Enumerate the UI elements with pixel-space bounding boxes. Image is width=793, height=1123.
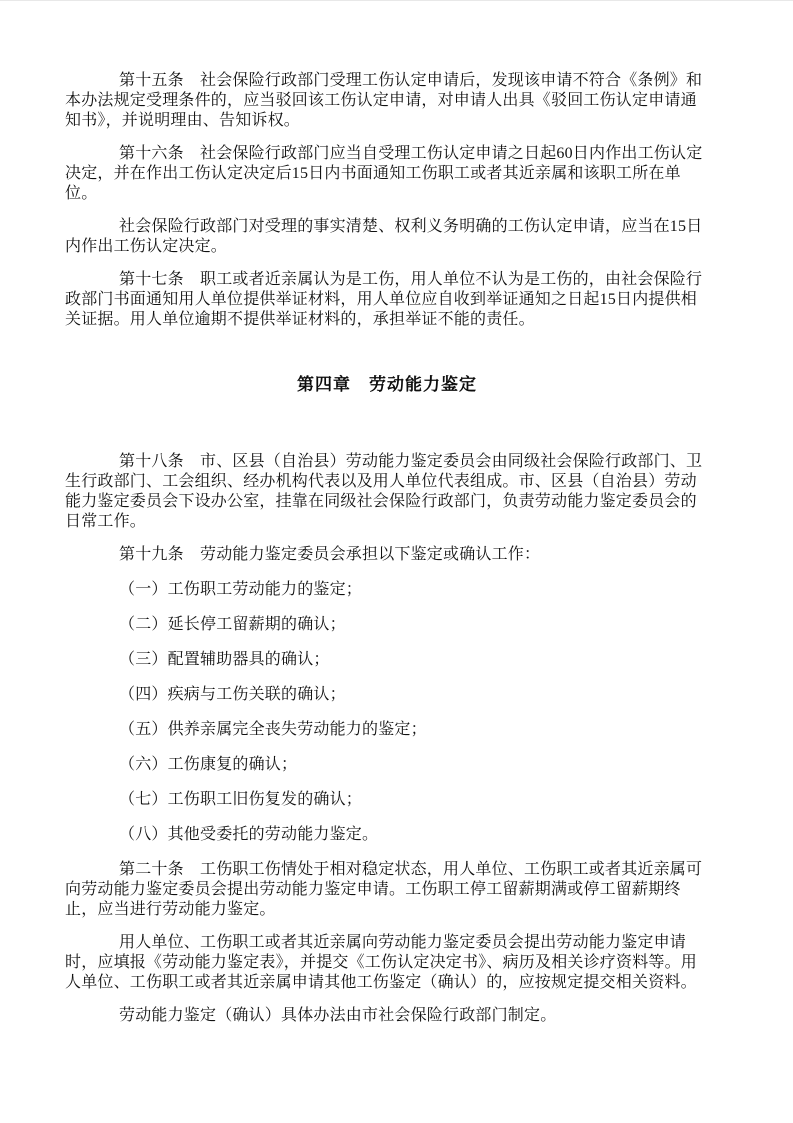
paragraph-article-19: 第十九条 劳动能力鉴定委员会承担以下鉴定或确认工作： bbox=[119, 546, 541, 563]
list-item-5: （五）供养亲属完全丧失劳动能力的鉴定； bbox=[119, 721, 427, 738]
list-item-2: （二）延长停工留薪期的确认； bbox=[119, 616, 346, 633]
chapter-4-heading: 第四章 劳动能力鉴定 bbox=[297, 375, 477, 394]
list-item-4: （四）疾病与工伤关联的确认； bbox=[119, 686, 346, 703]
document-page bbox=[0, 1, 793, 1123]
paragraph-article-18: 第十八条 市、区县（自治县）劳动能力鉴定委员会由同级社会保险行政部门、卫生行政部门、工会组织、经办机构代表以及用人单位代表组成。市、区县（自治县）劳动能力鉴定委员会下设办公室，挂靠在同级社会保险行政部门，负责劳动能力鉴定委员会的日常工作。 bbox=[65, 453, 703, 530]
paragraph-article-17: 第十七条 职工或者近亲属认为是工伤，用人单位不认为是工伤的，由社会保险行政部门书面通知用人单位提供举证材料，用人单位应自收到举证通知之日起15日内提供相关证据。用人单位逾期不提供举证材料的，承担举证不能的责任。 bbox=[65, 271, 703, 328]
list-item-1: （一）工伤职工劳动能力的鉴定； bbox=[119, 581, 363, 598]
paragraph-article-16: 第十六条 社会保险行政部门应当自受理工伤认定申请之日起60日内作出工伤认定决定，并在作出工伤认定决定后15日内书面通知工伤职工或者其近亲属和该职工所在单位。 bbox=[65, 145, 703, 202]
paragraph-article-20: 第二十条 工伤职工伤情处于相对稳定状态，用人单位、工伤职工或者其近亲属可向劳动能力鉴定委员会提出劳动能力鉴定申请。工伤职工停工留薪期满或停工留薪期终止，应当进行劳动能力鉴定。 bbox=[65, 861, 703, 918]
list-item-8: （八）其他受委托的劳动能力鉴定。 bbox=[119, 826, 379, 843]
paragraph-article-15: 第十五条 社会保险行政部门受理工伤认定申请后，发现该申请不符合《条例》和本办法规定受理条件的，应当驳回该工伤认定申请，对申请人出具《驳回工伤认定申请通知书》，并说明理由、告知诉权。 bbox=[65, 72, 703, 129]
list-item-7: （七）工伤职工旧伤复发的确认； bbox=[119, 791, 363, 808]
paragraph-article-20-measures: 劳动能力鉴定（确认）具体办法由市社会保险行政部门制定。 bbox=[119, 1007, 557, 1024]
list-item-6: （六）工伤康复的确认； bbox=[119, 756, 298, 773]
paragraph-article-20-application: 用人单位、工伤职工或者其近亲属向劳动能力鉴定委员会提出劳动能力鉴定申请时，应填报《劳动能力鉴定表》，并提交《工伤认定决定书》、病历及相关诊疗资料等。用人单位、工伤职工或者其近亲属申请其他工伤鉴定（确认）的，应按规定提交相关资料。 bbox=[65, 934, 698, 991]
list-item-3: （三）配置辅助器具的确认； bbox=[119, 651, 330, 668]
paragraph-article-16-supplement: 社会保险行政部门对受理的事实清楚、权利义务明确的工伤认定申请，应当在15日内作出工伤认定决定。 bbox=[65, 218, 703, 255]
